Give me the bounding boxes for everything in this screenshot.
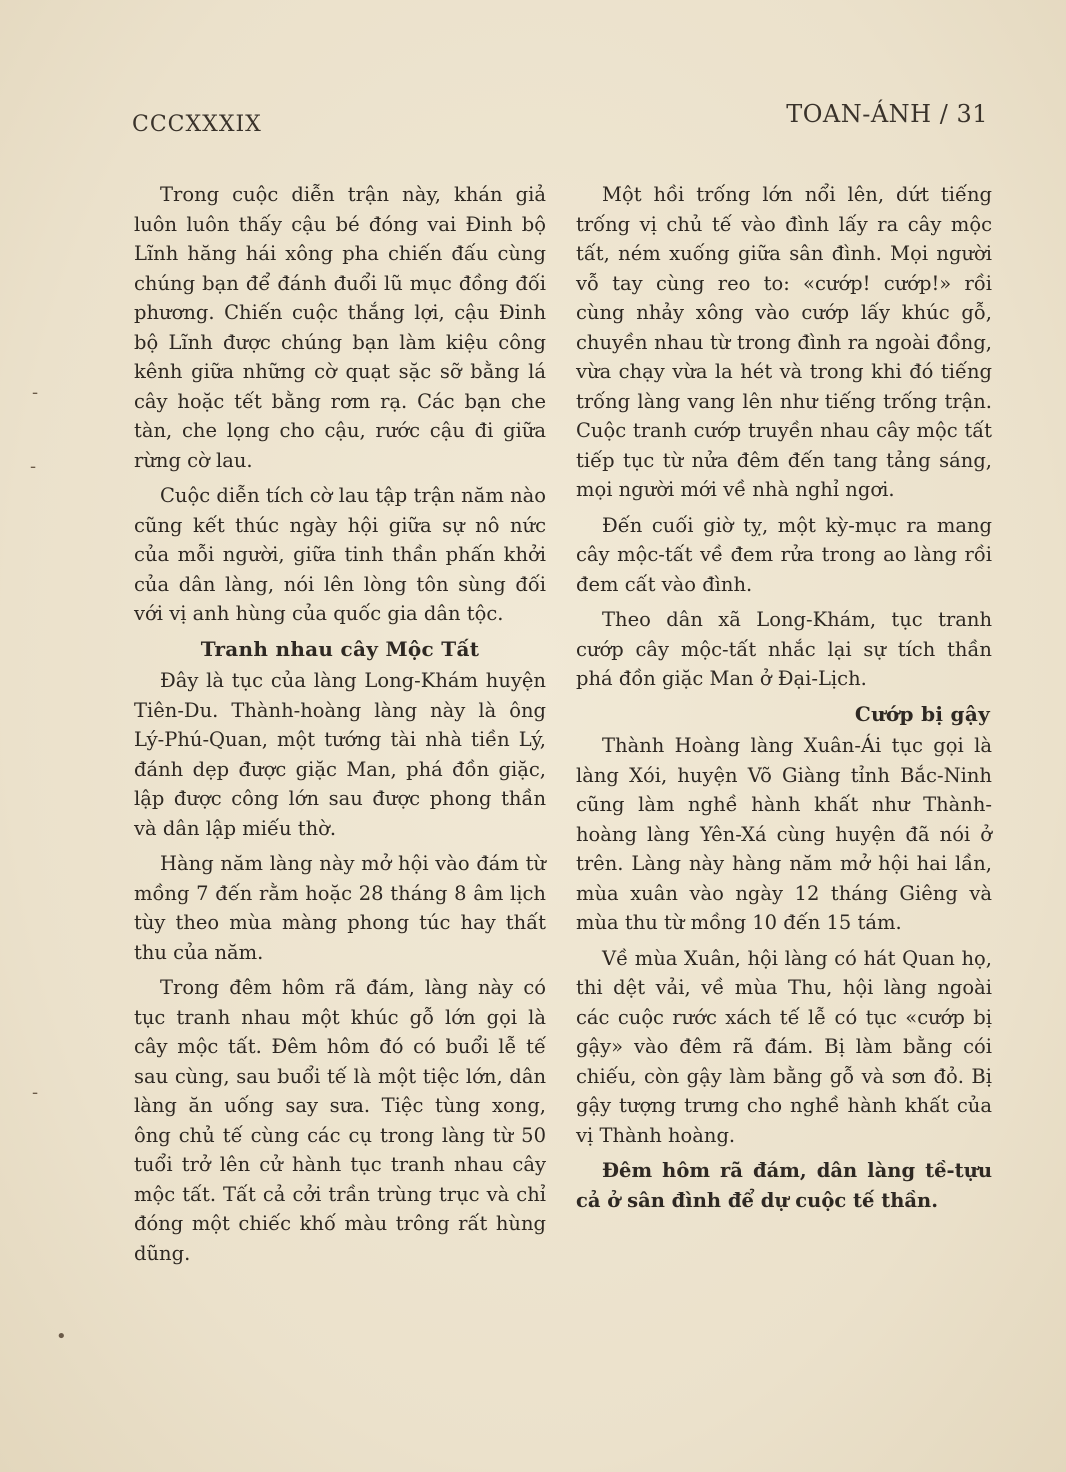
- section-heading: Tranh nhau cây Mộc Tất: [200, 636, 480, 661]
- paragraph: Trong đêm hôm rã đám, làng này có tục tranh nhau một khúc gỗ lớn gọi là cây mộc tất. Đêm hôm đó có buổi lễ tế sau cùng, sau buổi tế là một tiệc lớn, dân làng ăn uống say sưa. Tiệc tùng xong, ông chủ tế cùng các cụ trong làng từ 50 tuổi trở lên cử hành tục tranh nhau cây mộc tất. Tất cả cởi trần trùng trục và chỉ đóng một chiếc khố màu trông rất hùng dũng.: [134, 976, 546, 1265]
- paragraph: Thành Hoàng làng Xuân-Ái tục gọi là làng Xói, huyện Võ Giàng tỉnh Bắc-Ninh cũng làm nghề hành khất như Thành-hoàng làng Yên-Xá cùng huyện đã nói ở trên. Làng này hàng năm mở hội hai lần, mùa xuân vào ngày 12 tháng Giêng và mùa thu từ mồng 10 đến 15 tám.: [576, 734, 992, 934]
- paragraph: Về mùa Xuân, hội làng có hát Quan họ, thi dệt vải, về mùa Thu, hội làng ngoài các cuộc rước xách tế lễ có tục «cướp bị gậy» vào đêm rã đám. Bị làm bằng cói chiếu, còn gậy làm bằng gỗ và sơn đỏ. Bị gậy tượng trưng cho nghề hành khất của vị Thành hoàng.: [576, 946, 992, 1147]
- right-column: [576, 180, 992, 1221]
- paragraph: Đêm hôm rã đám, dân làng tề-tựu cả ở sân đình để dự cuộc tế thần.: [576, 1159, 992, 1212]
- paragraph: Đến cuối giờ tỵ, một kỳ-mục ra mang cây mộc-tất về đem rửa trong ao làng rồi đem cất vào đình.: [576, 513, 992, 596]
- left-column: [134, 180, 546, 1274]
- margin-speck: -: [32, 382, 39, 403]
- paragraph: Đây là tục của làng Long-Khám huyện Tiên-Du. Thành-hoàng làng này là ông Lý-Phú-Quan, một tướng tài nhà tiền Lý, đánh dẹp được giặc Man, phá đồn giặc, lập được công lớn sau được phong thần và dân lập miếu thờ.: [134, 669, 546, 840]
- paragraph: Trong cuộc diễn trận này, khán giả luôn luôn thấy cậu bé đóng vai Đinh bộ Lĩnh hăng hái xông pha chiến đấu cùng chúng bạn để đánh đuổi lũ mục đồng đối phương. Chiến cuộc thắng lợi, cậu Đinh bộ Lĩnh được chúng bạn làm kiệu công kênh giữa những cờ quạt sặc sỡ bằng lá cây hoặc tết bằng rơm rạ. Các bạn che tàn, che lọng cho cậu, rước cậu đi giữa rừng cờ lau.: [134, 183, 546, 472]
- paragraph: Cuộc diễn tích cờ lau tập trận năm nào cũng kết thúc ngày hội giữa sự nô nức của mỗi người, giữa tinh thần phấn khởi của dân làng, nói lên lòng tôn sùng đối với vị anh hùng của quốc gia dân tộc.: [134, 484, 546, 625]
- margin-speck: -: [30, 456, 37, 477]
- paragraph: Hàng năm làng này mở hội vào đám từ mồng 7 đến rằm hoặc 28 tháng 8 âm lịch tùy theo mùa màng phong túc hay thất thu của năm.: [134, 852, 546, 964]
- page-header-left: CCCXXXIX: [132, 112, 262, 137]
- paragraph: Một hồi trống lớn nổi lên, dứt tiếng trống vị chủ tế vào đình lấy ra cây mộc tất, ném xuống giữa sân đình. Mọi người vỗ tay cùng reo to: «cướp! cướp!» rồi cùng nhảy xông vào cướp lấy khúc gỗ, chuyền nhau từ trong đình ra ngoài đồng, vừa chạy vừa la hét và trong khi đó tiếng trống làng vang lên như tiếng trống trận. Cuộc tranh cướp truyền nhau cây mộc tất tiếp tục từ nửa đêm đến tang tảng sáng, mọi người mới về nhà nghỉ ngơi.: [576, 183, 992, 501]
- margin-speck: -: [32, 1082, 39, 1103]
- section-heading: Cướp bị gậy: [854, 701, 990, 726]
- margin-speck: •: [56, 1326, 67, 1347]
- page-header-right: TOAN-ÁNH / 31: [786, 100, 988, 128]
- paragraph: Theo dân xã Long-Khám, tục tranh cướp cây mộc-tất nhắc lại sự tích thần phá đồn giặc Man ở Đại-Lịch.: [576, 608, 992, 690]
